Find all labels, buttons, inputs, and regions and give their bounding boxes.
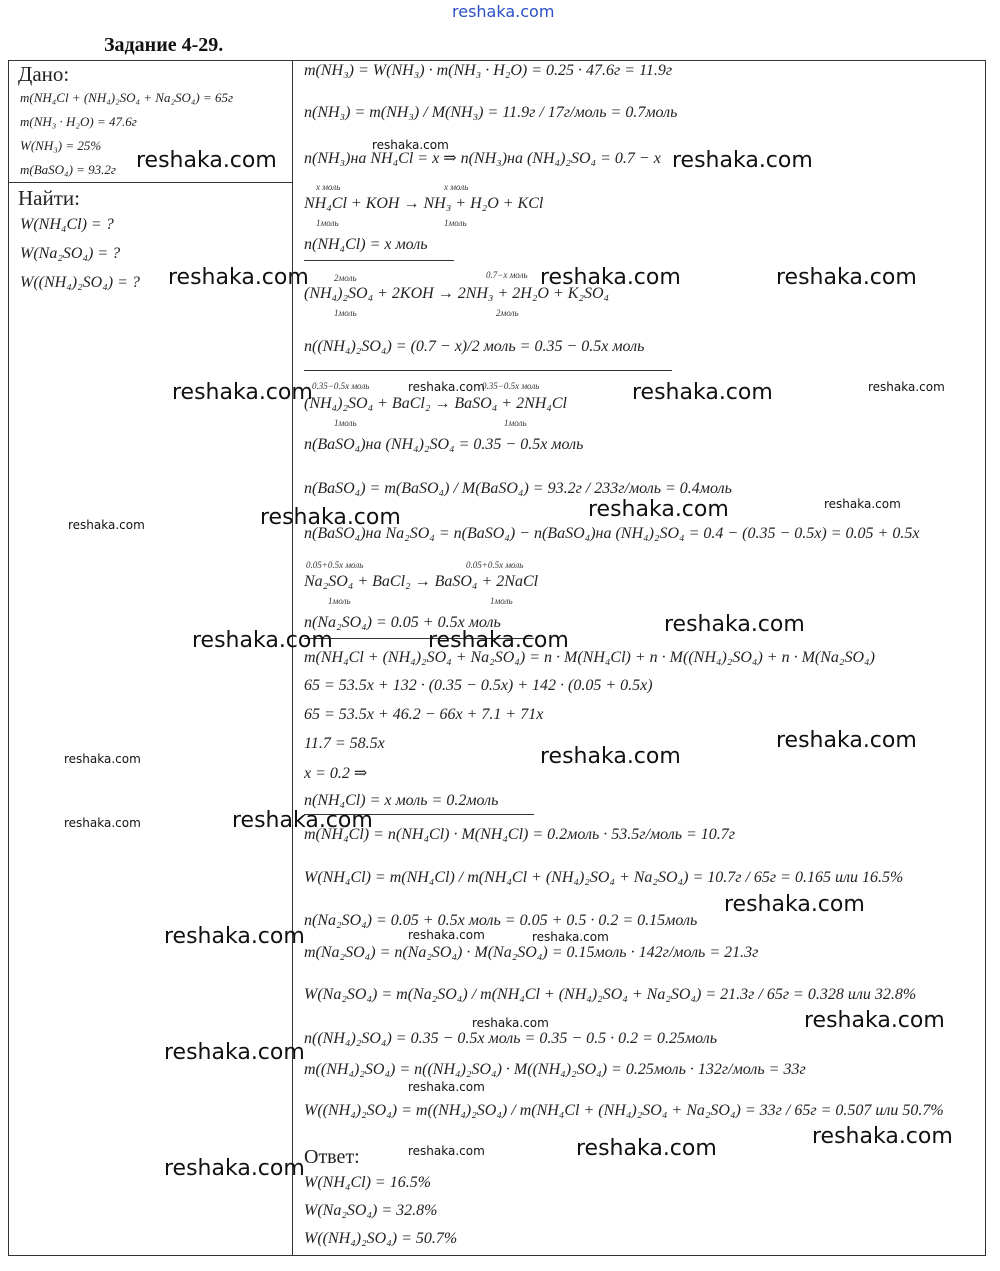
answer-line: W((NH₄)₂SO₄) = 50.7%: [304, 1230, 458, 1247]
watermark: reshaka.com: [776, 728, 917, 753]
watermark: reshaka.com: [408, 928, 485, 942]
solution-line: m(NH₄Cl + (NH₄)₂SO₄ + Na₂SO₄) = n · M(NH₄Cl) + n · M((NH₄)₂SO₄) + n · M(Na₂SO₄): [304, 649, 875, 666]
watermark: reshaka.com: [576, 1136, 717, 1161]
solution-line: W(NH₄Cl) = m(NH₄Cl) / m(NH₄Cl + (NH₄)₂SO₄ + Na₂SO₄) = 10.7г / 65г = 0.165 или 16.5%: [304, 869, 904, 886]
solution-line: n((NH₄)₂SO₄) = (0.7 − x)/2 моль = 0.35 − 0.5x моль: [304, 338, 645, 355]
given-line: m(NH₃ · H₂O) = 47.6г: [20, 114, 137, 129]
solution-line: n((NH₄)₂SO₄) = 0.35 − 0.5x моль = 0.35 − 0.5 · 0.2 = 0.25моль: [304, 1030, 718, 1047]
solution-line: W(Na₂SO₄) = m(Na₂SO₄) / m(NH₄Cl + (NH₄)₂SO₄ + Na₂SO₄) = 21.3г / 65г = 0.328 или 32.8%: [304, 986, 917, 1003]
solution-line: m(NH₄Cl) = n(NH₄Cl) · M(NH₄Cl) = 0.2моль · 53.5г/моль = 10.7г: [304, 826, 736, 843]
solution-line: W((NH₄)₂SO₄) = m((NH₄)₂SO₄) / m(NH₄Cl + (NH₄)₂SO₄ + Na₂SO₄) = 33г / 65г = 0.507 или 50.7%: [304, 1102, 944, 1119]
solution-line: n(BaSO₄)на Na₂SO₄ = n(BaSO₄) − n(BaSO₄)на (NH₄)₂SO₄ = 0.4 − (0.35 − 0.5x) = 0.05 + 0.5x: [304, 525, 920, 542]
find-line: W(NH₄Cl) = ?: [20, 216, 114, 233]
watermark: reshaka.com: [804, 1008, 945, 1033]
mole-label: 1моль: [334, 308, 357, 318]
mole-label: 1моль: [490, 596, 513, 606]
find-line: W(Na₂SO₄) = ?: [20, 245, 121, 262]
find-line: W((NH₄)₂SO₄) = ?: [20, 274, 140, 291]
watermark: reshaka.com: [164, 924, 305, 949]
solution-line: m(NH₃) = W(NH₃) · m(NH₃ · H₂O) = 0.25 · 47.6г = 11.9г: [304, 62, 673, 79]
watermark: reshaka.com: [532, 930, 609, 944]
watermark: reshaka.com: [672, 148, 813, 173]
mole-label: 2моль: [496, 308, 519, 318]
answer-line: W(Na₂SO₄) = 32.8%: [304, 1202, 438, 1219]
column-divider: [292, 60, 293, 1256]
watermark: reshaka.com: [776, 265, 917, 290]
given-line: m(NH₄Cl + (NH₄)₂SO₄ + Na₂SO₄) = 65г: [20, 90, 234, 105]
given-find-divider: [8, 182, 292, 183]
solution-line: 11.7 = 58.5x: [304, 735, 385, 752]
mole-label: 0.35−0.5x моль: [312, 381, 370, 391]
solution-line: n(NH₄Cl) = x моль: [304, 236, 428, 253]
watermark: reshaka.com: [68, 518, 145, 532]
mole-label: x моль: [316, 182, 341, 192]
watermark: reshaka.com: [868, 380, 945, 394]
watermark: reshaka.com: [540, 744, 681, 769]
mole-label: x моль: [444, 182, 469, 192]
watermark: reshaka.com: [588, 497, 729, 522]
solution-line: x = 0.2 ⇒: [304, 765, 368, 782]
watermark: reshaka.com: [824, 497, 901, 511]
solution-line: n(BaSO₄)на (NH₄)₂SO₄ = 0.35 − 0.5x моль: [304, 436, 584, 453]
mole-label: 0.05+0.5x моль: [466, 560, 524, 570]
site-link[interactable]: reshaka.com: [452, 2, 555, 21]
mole-label: 1моль: [334, 418, 357, 428]
watermark: reshaka.com: [168, 265, 309, 290]
mole-label: 1моль: [316, 218, 339, 228]
solution-line: m((NH₄)₂SO₄) = n((NH₄)₂SO₄) · M((NH₄)₂SO₄) = 0.25моль · 132г/моль = 33г: [304, 1061, 806, 1078]
find-heading: Найти:: [18, 186, 80, 210]
given-line: m(BaSO₄) = 93.2г: [20, 162, 116, 177]
answer-line: W(NH₄Cl) = 16.5%: [304, 1174, 432, 1191]
watermark: reshaka.com: [632, 380, 773, 405]
reaction-equation: (NH₄)₂SO₄ + 2KOH → 2NH₃ + 2H₂O + K₂SO₄: [304, 285, 610, 302]
reaction-equation: NH₄Cl + KOH → NH₃ + H₂O + KCl: [304, 195, 544, 212]
solution-line: n(NH₄Cl) = x моль = 0.2моль: [304, 792, 499, 809]
watermark: reshaka.com: [408, 380, 485, 394]
reaction-equation: (NH₄)₂SO₄ + BaCl₂ → BaSO₄ + 2NH₄Cl: [304, 395, 567, 412]
watermark: reshaka.com: [812, 1124, 953, 1149]
solution-line: 65 = 53.5x + 46.2 − 66x + 7.1 + 71x: [304, 706, 544, 723]
mole-label: 1моль: [444, 218, 467, 228]
solution-line: m(Na₂SO₄) = n(Na₂SO₄) · M(Na₂SO₄) = 0.15моль · 142г/моль = 21.3г: [304, 944, 759, 961]
underline: [304, 370, 672, 371]
watermark: reshaka.com: [164, 1156, 305, 1181]
solution-line: n(BaSO₄) = m(BaSO₄) / M(BaSO₄) = 93.2г / 233г/моль = 0.4моль: [304, 480, 732, 497]
watermark: reshaka.com: [664, 612, 805, 637]
mole-label: 2моль: [334, 273, 357, 283]
watermark: reshaka.com: [172, 380, 313, 405]
watermark: reshaka.com: [724, 892, 865, 917]
watermark: reshaka.com: [232, 808, 373, 833]
solution-line: n(Na₂SO₄) = 0.05 + 0.5x моль: [304, 614, 501, 631]
watermark: reshaka.com: [428, 628, 569, 653]
solution-line: n(NH₃)на NH₄Cl = x ⇒ n(NH₃)на (NH₄)₂SO₄ = 0.7 − x: [304, 150, 661, 167]
mole-label: 0.7−x моль: [486, 270, 528, 280]
given-heading: Дано:: [18, 62, 70, 86]
watermark: reshaka.com: [192, 628, 333, 653]
watermark: reshaka.com: [136, 148, 277, 173]
watermark: reshaka.com: [372, 138, 449, 152]
watermark: reshaka.com: [540, 265, 681, 290]
reaction-equation: Na₂SO₄ + BaCl₂ → BaSO₄ + 2NaCl: [304, 573, 539, 590]
mole-label: 0.35−0.5x моль: [482, 381, 540, 391]
task-title: Задание 4-29.: [104, 34, 224, 56]
watermark: reshaka.com: [64, 752, 141, 766]
watermark: reshaka.com: [64, 816, 141, 830]
answer-heading: Ответ:: [304, 1146, 360, 1168]
solution-line: n(NH₃) = m(NH₃) / M(NH₃) = 11.9г / 17г/моль = 0.7моль: [304, 104, 678, 121]
watermark: reshaka.com: [164, 1040, 305, 1065]
given-line: W(NH₃) = 25%: [20, 138, 102, 153]
mole-label: 0.05+0.5x моль: [306, 560, 364, 570]
watermark: reshaka.com: [260, 505, 401, 530]
watermark: reshaka.com: [472, 1016, 549, 1030]
solution-line: n(Na₂SO₄) = 0.05 + 0.5x моль = 0.05 + 0.5 · 0.2 = 0.15моль: [304, 912, 698, 929]
mole-label: 1моль: [504, 418, 527, 428]
watermark: reshaka.com: [408, 1080, 485, 1094]
solution-line: 65 = 53.5x + 132 · (0.35 − 0.5x) + 142 · (0.05 + 0.5x): [304, 677, 653, 694]
underline: [304, 260, 454, 261]
watermark: reshaka.com: [408, 1144, 485, 1158]
mole-label: 1моль: [328, 596, 351, 606]
